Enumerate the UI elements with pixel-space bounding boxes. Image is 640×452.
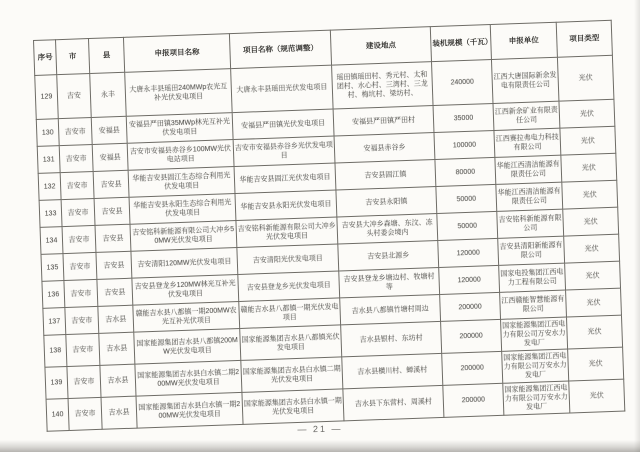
location-cell: 安福县严田镇严田村	[333, 106, 434, 136]
type-cell: 光伏	[565, 261, 621, 290]
county-cell: 吉水县	[100, 364, 136, 397]
type-cell: 光伏	[562, 180, 618, 209]
adjusted-name-cell: 安福县严田镇光伏发电项目	[232, 109, 334, 140]
type-cell: 光伏	[566, 288, 622, 317]
column-header-adjusted-name: 项目名称（规范调整）	[229, 30, 331, 69]
location-cell: 吉安县永阳镇	[336, 187, 437, 217]
county-cell: 吉安县	[95, 224, 131, 252]
column-header-applicant: 申报单位	[490, 22, 557, 59]
adjusted-name-cell: 国家能源集团吉水县白水镇一期光伏发电项目	[242, 389, 344, 425]
city-cell: 吉安市	[68, 397, 102, 430]
scan-edge-bottom-shadow	[0, 440, 640, 452]
type-cell: 光伏	[569, 379, 625, 413]
applicant-cell: 吉安铭科新能源有限公司	[497, 209, 564, 238]
applicant-cell: 江西新余矿业有限责任公司	[493, 101, 560, 130]
capacity-cell: 35000	[433, 103, 494, 132]
serial-cell: 135	[41, 254, 64, 282]
city-cell: 吉安市	[62, 225, 96, 253]
serial-cell: 137	[43, 308, 66, 336]
county-cell: 永丰	[90, 72, 127, 117]
declared-name-cell: 国家能源集团吉水县八都镇200MW光伏发电项目	[134, 328, 241, 364]
capacity-cell: 50000	[437, 211, 498, 240]
applicant-cell: 华能江西清洁能源有限责任公司	[495, 155, 562, 184]
adjusted-name-cell: 吉安市安福县赤谷乡光伏发电项目	[233, 136, 335, 167]
type-cell: 光伏	[557, 55, 614, 101]
applicant-cell: 江西赣能智慧能源有限公司	[500, 290, 567, 319]
city-cell: 吉安市	[64, 279, 98, 307]
city-cell: 吉安市	[60, 171, 94, 199]
project-table-body	[35, 55, 625, 431]
city-cell: 吉安市	[65, 306, 99, 334]
adjusted-name-cell: 吉安铭科新能源有限公司大冲乡光伏发电项目	[236, 217, 338, 248]
location-cell: 吉安县大冲乡森塘、东汶、冻头村委会境内	[337, 214, 438, 244]
capacity-cell: 120000	[438, 238, 499, 267]
capacity-cell: 240000	[431, 60, 492, 106]
county-cell: 吉安县	[97, 278, 133, 306]
county-cell: 吉安县	[94, 197, 130, 225]
column-header-declared-name: 申报项目名称	[123, 34, 230, 73]
city-cell: 吉安市	[61, 198, 95, 226]
declared-name-cell: 吉安清阳120MW光伏发电项目	[131, 248, 238, 279]
adjusted-name-cell: 赣能吉水县八都镇一期光伏发电项目	[239, 298, 341, 329]
column-header-location: 建设地点	[330, 27, 431, 65]
location-cell: 吉安县登龙乡塘边村、牧塘村等	[339, 267, 440, 297]
type-cell: 光伏	[568, 347, 624, 381]
applicant-cell: 吉安县清阳新能源有限公司	[498, 236, 565, 265]
column-header-capacity: 装机规模（千瓦）	[430, 25, 491, 62]
declared-name-cell: 赣能吉水县八都镇一期200MW农光互补光伏项目	[133, 301, 240, 332]
capacity-cell: 100000	[434, 130, 495, 159]
serial-cell: 133	[39, 200, 62, 228]
declared-name-cell: 吉安铭科新能源有限公司大冲乡50MW光伏发电项目	[130, 221, 237, 252]
serial-cell: 134	[40, 227, 63, 255]
type-cell: 光伏	[566, 315, 622, 349]
location-cell: 安福县赤谷乡	[334, 133, 435, 163]
scan-edge-right-shadow	[634, 0, 640, 452]
city-cell: 吉安市	[58, 118, 92, 146]
adjusted-name-cell: 国家能源集团吉水县白水镇二期光伏发电项目	[241, 357, 343, 393]
adjusted-name-cell: 华能吉安县固江光伏发电项目	[234, 163, 336, 194]
location-cell: 吉安县固江镇	[335, 160, 436, 190]
county-cell: 吉安县	[93, 170, 129, 198]
county-cell: 安福县	[91, 116, 127, 144]
declared-name-cell: 大唐永丰县瑶田240MWp农光互补光伏发电项目	[125, 69, 232, 117]
serial-cell: 129	[35, 75, 59, 120]
adjusted-name-cell: 吉安清阳光伏发电项目	[237, 244, 339, 275]
county-cell: 吉安县	[96, 251, 132, 279]
declared-name-cell: 吉安县登龙乡120MW林光互补光伏发电项目	[132, 274, 239, 305]
applicant-cell: 江西大唐国际新余发电有限责任公司	[491, 57, 558, 103]
location-cell: 吉水县下东营村、周溪村	[343, 385, 444, 420]
adjusted-name-cell: 大唐永丰县瑶田光伏发电项目	[231, 65, 333, 112]
city-cell: 吉安市	[66, 333, 100, 366]
adjusted-name-cell: 国家能源集团吉水县八都镇光伏发电项目	[240, 325, 342, 361]
column-header-county: 县	[88, 37, 124, 73]
declared-name-cell: 华能吉安县固江生态综合利用光伏发电项目	[128, 167, 235, 198]
capacity-cell: 50000	[436, 184, 497, 213]
city-cell: 吉安市	[67, 365, 101, 398]
adjusted-name-cell: 吉安县登龙乡光伏发电项目	[238, 271, 340, 302]
applicant-cell: 国家电投集团江西电力工程有限公司	[499, 263, 566, 292]
serial-cell: 132	[38, 173, 61, 201]
county-cell: 吉水县	[101, 396, 137, 429]
serial-cell: 140	[46, 398, 69, 431]
capacity-cell: 120000	[439, 265, 500, 294]
serial-cell: 139	[45, 367, 68, 400]
declared-name-cell: 吉安市安福县赤谷乡100MW光伏电站项目	[127, 140, 234, 171]
type-cell: 光伏	[564, 234, 620, 263]
capacity-cell: 200000	[443, 383, 504, 417]
capacity-cell: 200000	[441, 319, 502, 353]
column-header-type: 项目类型	[556, 20, 612, 57]
type-cell: 光伏	[563, 207, 619, 236]
county-cell: 吉水县	[98, 305, 134, 333]
type-cell: 光伏	[559, 99, 615, 128]
applicant-cell: 江西赛拉弗电力科技有限公司	[494, 128, 561, 157]
location-cell: 吉安县北源乡	[338, 240, 439, 270]
serial-cell: 136	[42, 281, 65, 309]
serial-cell: 138	[44, 335, 67, 368]
page-number: — 21 —	[297, 423, 343, 435]
declared-name-cell: 安福县严田镇35MWp林光互补光伏发电项目	[126, 113, 233, 144]
serial-cell: 130	[36, 119, 59, 147]
serial-cell: 131	[37, 146, 60, 174]
capacity-cell: 200000	[442, 351, 503, 385]
location-cell: 吉水县银村、东坊村	[341, 321, 442, 356]
type-cell: 光伏	[560, 126, 616, 155]
county-cell: 安福县	[92, 143, 128, 171]
project-approval-table	[33, 20, 625, 432]
adjusted-name-cell: 华能吉安县永阳光伏发电项目	[235, 190, 337, 221]
city-cell: 吉安	[57, 74, 92, 119]
applicant-cell: 国家能源集团江西电力有限公司万安水力发电厂	[501, 317, 568, 351]
type-cell: 光伏	[561, 153, 617, 182]
applicant-cell: 华能江西清洁能源有限责任公司	[496, 182, 563, 211]
declared-name-cell: 国家能源集团吉水县白水镇一期200MW光伏发电项目	[136, 392, 243, 428]
county-cell: 吉水县	[99, 332, 135, 365]
city-cell: 吉安市	[63, 252, 97, 280]
column-header-city: 市	[56, 39, 90, 75]
declared-name-cell: 华能吉安县永阳生态综合利用光伏发电项目	[129, 194, 236, 225]
column-header-serial: 序号	[34, 40, 57, 76]
location-cell: 瑶田镇瑶田村、秀元村、太和团村、水心村、三湾村、三龙村、梅坑村、梁坊村、	[332, 62, 433, 109]
capacity-cell: 200000	[440, 292, 501, 321]
scanned-table-sheet	[33, 20, 624, 432]
applicant-cell: 国家能源集团江西电力有限公司万安水力发电厂	[502, 349, 569, 383]
applicant-cell: 国家能源集团江西电力有限公司万安水力发电厂	[503, 381, 570, 415]
location-cell: 吉水县八都镇竹塘村周边	[340, 294, 441, 324]
city-cell: 吉安市	[59, 144, 93, 172]
capacity-cell: 80000	[435, 157, 496, 186]
declared-name-cell: 国家能源集团吉水县白水镇二期200MW光伏发电项目	[135, 360, 242, 396]
location-cell: 吉水县横川村、蝉溪村	[342, 353, 443, 388]
